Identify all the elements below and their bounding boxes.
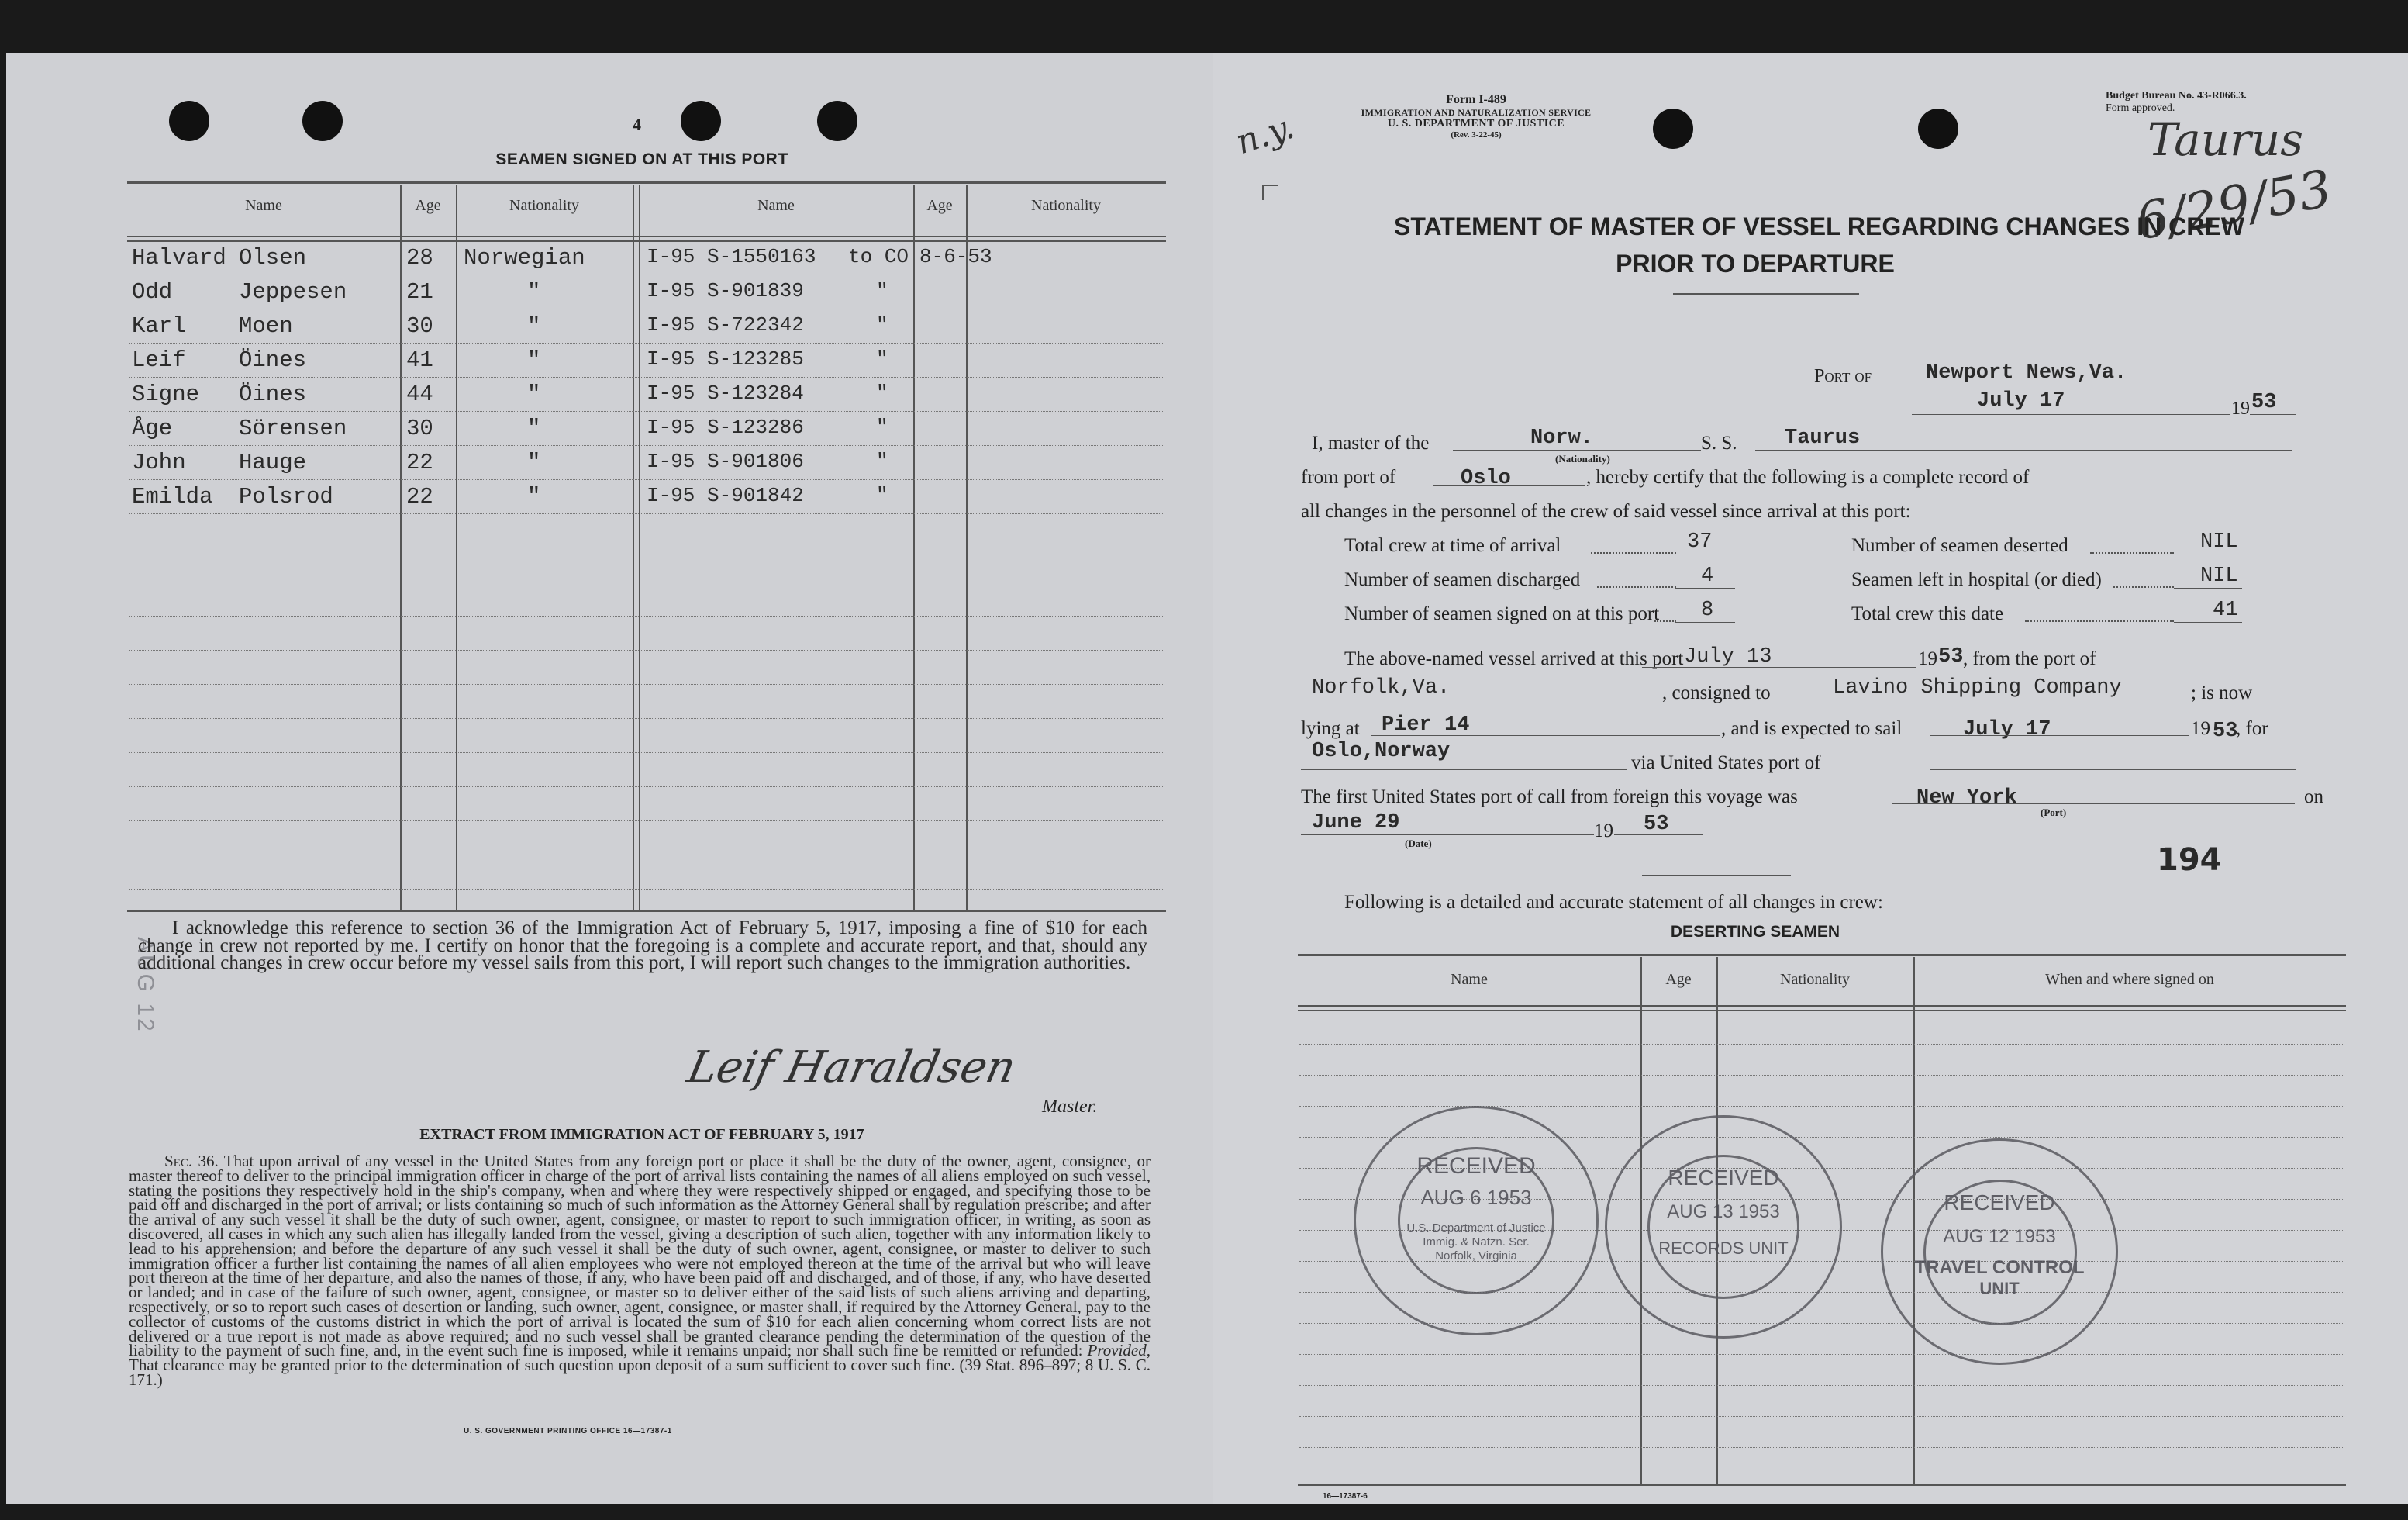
row-rule <box>129 513 1164 514</box>
row-rule <box>1299 1354 2344 1355</box>
seaman-document: I-95 S-901806 <box>647 450 804 473</box>
total-arrival-label: Total crew at time of arrival <box>1344 535 1561 556</box>
call-year: 53 <box>1644 813 1669 836</box>
deserting-header-rule <box>1298 1010 2346 1011</box>
deserting-title: DESERTING SEAMEN <box>1670 923 1840 941</box>
signed-on-line <box>1675 622 1735 623</box>
extract-title: EXTRACT FROM IMMIGRATION ACT OF FEBRUARY 5, 1917 <box>419 1126 864 1143</box>
row-rule <box>129 718 1164 719</box>
stamp-received-text: RECEIVED <box>1944 1190 2055 1214</box>
from-port-line <box>1433 485 1585 486</box>
is-now-label: ; is now <box>2191 682 2253 703</box>
first-call-line <box>1892 803 2295 804</box>
form-revision: (Rev. 3-22-45) <box>1451 130 1502 140</box>
seaman-document: I-95 S-1550163 <box>647 245 816 268</box>
row-rule <box>129 752 1164 753</box>
printer-line: U. S. GOVERNMENT PRINTING OFFICE 16—17387-1 <box>464 1427 672 1435</box>
col-header-name-2: Name <box>757 197 795 214</box>
row-rule <box>1299 1416 2344 1417</box>
deserting-bottom-rule <box>1298 1484 2346 1486</box>
seaman-last-name: Olsen <box>239 245 307 271</box>
certify-text: , hereby certify that the following is a complete record of <box>1586 467 2030 488</box>
column-divider <box>966 185 968 912</box>
leader-dots <box>1591 552 1676 554</box>
first-call-label: The first United States port of call from foreign this voyage was <box>1301 786 1798 807</box>
stamp-received-text: RECEIVED <box>1416 1153 1536 1179</box>
col-header-age: Age <box>415 197 441 214</box>
call-date-line <box>1301 834 1594 835</box>
ss-label: S. S. <box>1701 433 1737 454</box>
acknowledgment-body: I acknowledge this reference to section 36 of the Immigration Act of February 5, 1917, imposing a fine of $10 for each change in crew not reported by me. I certify on honor that the foregoing is a complete and accurate report, and that, should any additional changes in crew occur before my vessel sails from this port, I will report such changes to the immigration authorities. <box>138 917 1147 973</box>
seaman-age: 22 <box>406 450 433 475</box>
vessel-name: Taurus <box>1785 427 1861 450</box>
seaman-last-name: Öines <box>239 382 307 407</box>
call-year-line <box>1614 834 1703 835</box>
agency-line-1: IMMIGRATION AND NATURALIZATION SERVICE <box>1361 107 1592 118</box>
report-date: July 17 <box>1977 389 2065 413</box>
seaman-nationality: " <box>527 450 541 475</box>
row-rule <box>129 377 1164 378</box>
seaman-document: I-95 S-722342 <box>647 313 804 337</box>
handwritten-date: 6/29/53 <box>2131 158 2337 252</box>
deserted-label: Number of seamen deserted <box>1851 535 2068 556</box>
extract-body: That upon arrival of any vessel in the United States from any foreign port or place it shall be the duty of the owner, agent, consignee, or master thereof to deliver to the principal immigration officer in charge of the port of arrival lists containing the names of all aliens employed on such vessel, stating the positions they respectively hold in the ship's company, when and where they were respectively shipped or engaged, and specifying those to be paid off and discharged in the port of arrival; or lists containing so much of such information as the Attorney General shall by regulation prescribe; and after the arrival of any such vessel it shall be the duty of such owner, agent, consignee, or master to report to such immigration officer, in writing, as soon as discovered, all cases in which any such alien has illegally landed from the vessel, giving a description of such alien, together with any information likely to lead to his apprehension; and before the departure of any such vessel it shall be the duty of such owner, agent, consignee, or master to deliver to such immigration officer a further list containing the names of all alien employees who were not employed thereon at the time of the arrival but who will leave port thereon at the time of her departure, and also the names of those, if any, who have been paid off and discharged, and of those, if any, who have deserted or landed; and in case of the failure of such owner, agent, consignee, or master so to deliver either of the said lists of such aliens arriving and departing, respectively, or so to report such cases of desertion or landing, such owner, agent, consignee, or master shall, if required by the Attorney General, pay to the collector of customs of the customs district in which the port of arrival is located the sum of $10 for each alien concerning whom correct lists are not delivered or a true report is not made as above required; and no such vessel shall be granted clearance pending the determination of the question of the liability to the payment of such fine, and, in the event such fine is imposed, while it remains unpaid; nor shall such fine be remitted or refunded: <box>129 1152 1151 1360</box>
col-header-name: Name <box>245 197 282 214</box>
col-header-nationality-2: Nationality <box>1031 197 1101 214</box>
punch-hole <box>1653 109 1693 149</box>
stamp-received-text: RECEIVED <box>1668 1166 1779 1190</box>
seaman-document: I-95 S-901842 <box>647 484 804 507</box>
seaman-ditto: " <box>876 347 888 371</box>
seaman-document: I-95 S-123286 <box>647 416 804 439</box>
form-number: Form I-489 <box>1446 93 1506 106</box>
seaman-first-name: Odd <box>132 279 173 305</box>
table-top-rule <box>127 181 1166 184</box>
row-rule <box>129 616 1164 617</box>
leader-dots <box>2025 620 2174 622</box>
column-divider <box>633 185 634 912</box>
master-label: Master. <box>1042 1097 1098 1117</box>
seaman-last-name: Sörensen <box>239 416 347 441</box>
sail-line <box>1930 735 2189 736</box>
from-port-value: Oslo <box>1461 467 1511 490</box>
row-rule <box>129 650 1164 651</box>
deserting-col-name: Name <box>1451 971 1488 988</box>
column-divider <box>913 185 915 912</box>
seaman-first-name: John <box>132 450 186 475</box>
row-rule <box>129 889 1164 890</box>
right-page <box>1213 53 2408 1504</box>
seaman-last-name: Öines <box>239 347 307 373</box>
master-of-label: I, master of the <box>1312 433 1430 454</box>
seaman-age: 22 <box>406 484 433 510</box>
seaman-age: 30 <box>406 313 433 339</box>
seaman-document: I-95 S-123285 <box>647 347 804 371</box>
port-of-value: Newport News,Va. <box>1926 361 2127 385</box>
seaman-ditto: " <box>876 313 888 337</box>
agency-line-2: U. S. DEPARTMENT OF JUSTICE <box>1387 118 1565 130</box>
hospital-label: Seamen left in hospital (or died) <box>1851 569 2102 590</box>
seaman-nationality: " <box>527 382 541 407</box>
deserting-col-nationality: Nationality <box>1780 971 1850 988</box>
sail-value: July 17 <box>1963 718 2051 741</box>
section-title: SEAMEN SIGNED ON AT THIS PORT <box>495 150 788 168</box>
seaman-age: 41 <box>406 347 433 373</box>
column-divider <box>456 185 457 912</box>
form-approved: Form approved. <box>2106 102 2175 114</box>
row-rule <box>129 445 1164 446</box>
seaman-ditto: " <box>876 416 888 439</box>
total-arrival-value: 37 <box>1687 530 1713 554</box>
changes-text: all changes in the personnel of the crew of said vessel since arrival at this port: <box>1301 501 1911 522</box>
call-date-value: June 29 <box>1312 811 1400 834</box>
stamp-line: RECORDS UNIT <box>1658 1238 1789 1258</box>
stamp-line: Norfolk, Virginia <box>1435 1249 1517 1263</box>
punch-hole <box>817 101 857 141</box>
row-rule <box>129 786 1164 787</box>
leader-dots <box>1597 586 1676 588</box>
total-date-value: 41 <box>2213 599 2238 622</box>
seaman-first-name: Signe <box>132 382 200 407</box>
discharged-label: Number of seamen discharged <box>1344 569 1581 590</box>
separator <box>1642 875 1791 876</box>
arrived-year: 53 <box>1938 645 1964 668</box>
port-of-label: Port of <box>1814 366 1872 386</box>
faint-side-stamp: AUG 12 <box>133 937 158 1034</box>
extract-provided: Provided, <box>1087 1341 1151 1360</box>
corner-mark <box>1262 185 1278 200</box>
on-label: on <box>2304 786 2323 807</box>
deserting-col-age: Age <box>1665 971 1692 988</box>
seaman-ditto: " <box>876 279 888 302</box>
row-rule <box>129 820 1164 821</box>
signed-on-value: 8 <box>1701 599 1714 622</box>
total-date-label: Total crew this date <box>1851 603 2004 624</box>
seaman-nationality: " <box>527 279 541 305</box>
for-label: , for <box>2236 718 2268 739</box>
row-rule <box>129 479 1164 480</box>
table-bottom-rule <box>127 910 1166 912</box>
seaman-age: 28 <box>406 245 433 271</box>
left-page <box>6 53 1213 1504</box>
seaman-nationality: " <box>527 313 541 339</box>
seaman-first-name: Emilda <box>132 484 213 510</box>
total-date-line <box>2174 622 2242 623</box>
signed-on-label: Number of seamen signed on at this port <box>1344 603 1660 624</box>
arrived-line <box>1642 667 1916 668</box>
report-year: 53 <box>2251 391 2277 414</box>
col-header-age-2: Age <box>926 197 953 214</box>
seaman-last-name: Hauge <box>239 450 307 475</box>
seaman-nationality: " <box>527 484 541 510</box>
form-title-line-2: PRIOR TO DEPARTURE <box>1616 250 1895 278</box>
nationality-caption: (Nationality) <box>1555 453 1610 465</box>
vessel-nationality: Norw. <box>1530 427 1594 450</box>
report-date-line <box>1912 414 2230 415</box>
from-port-label: from port of <box>1301 467 1396 488</box>
seaman-first-name: Leif <box>132 347 186 373</box>
seaman-age: 30 <box>406 416 433 441</box>
seaman-nationality: " <box>527 416 541 441</box>
acknowledgment-text <box>138 917 1147 973</box>
seaman-last-name: Polsrod <box>239 484 333 510</box>
stamp-date: AUG 13 1953 <box>1667 1201 1780 1222</box>
row-rule <box>129 411 1164 412</box>
form-title-line-1: STATEMENT OF MASTER OF VESSEL REGARDING CHANGES IN CREW <box>1394 212 2244 240</box>
handwritten-ny: n.y. <box>1230 106 1299 163</box>
title-underline <box>1673 293 1859 295</box>
deserted-value: NIL <box>2200 530 2238 554</box>
row-rule <box>1299 1447 2344 1448</box>
seaman-nationality: Norwegian <box>464 245 585 271</box>
table-header-rule <box>127 236 1166 237</box>
handwritten-vessel-name: Taurus <box>2148 113 2303 166</box>
received-stamp-norfolk <box>1354 1106 1599 1335</box>
received-stamp-records <box>1605 1115 1842 1339</box>
arrived-year-prefix: 19 <box>1918 648 1937 669</box>
sail-year-prefix: 19 <box>2191 718 2210 739</box>
seaman-ditto: " <box>876 450 888 473</box>
seaman-ditto: " <box>876 382 888 405</box>
destination-value: Oslo,Norway <box>1312 740 1451 763</box>
seaman-age: 44 <box>406 382 433 407</box>
date-caption: (Date) <box>1405 838 1432 849</box>
first-call-value: New York <box>1916 786 2017 810</box>
seaman-ditto: to CO <box>848 245 909 268</box>
seaman-first-name: Halvard <box>132 245 226 271</box>
seaman-last-name: Moen <box>239 313 293 339</box>
sail-year: 53 <box>2213 720 2238 743</box>
seaman-age: 21 <box>406 279 433 305</box>
row-rule <box>129 684 1164 685</box>
report-year-line <box>2250 414 2296 415</box>
deserting-top-rule <box>1298 954 2346 956</box>
from-the-port-label: , from the port of <box>1963 648 2096 669</box>
stamp-date: AUG 6 1953 <box>1420 1186 1532 1209</box>
row-rule <box>1299 1044 2344 1045</box>
lying-at-value: Pier 14 <box>1382 713 1470 737</box>
via-line <box>1930 769 2296 770</box>
stamp-line: UNIT <box>1979 1279 2020 1298</box>
destination-line <box>1301 769 1627 770</box>
hospital-value: NIL <box>2200 565 2238 588</box>
row-rule <box>1299 1385 2344 1386</box>
deserting-col-signed-on: When and where signed on <box>2045 971 2214 988</box>
master-signature: Leif Haraldsen <box>683 1042 1020 1093</box>
stamp-line: Immig. & Natzn. Ser. <box>1423 1235 1530 1249</box>
table-header-rule <box>127 240 1166 242</box>
extract-tail: That clearance may be granted prior to the determination of such question upon deposit of a sum sufficient to cover such fine. (39 Stat. 896–897; 8 U. S. C. 171.) <box>129 1356 1151 1389</box>
budget-bureau-number: Budget Bureau No. 43-R066.3. <box>2106 90 2247 102</box>
seaman-first-name: Åge <box>132 416 173 441</box>
punch-hole <box>681 101 721 141</box>
seaman-document: I-95 S-901839 <box>647 279 804 302</box>
row-rule <box>129 343 1164 344</box>
column-divider <box>400 185 402 912</box>
lying-at-line <box>1371 735 1720 736</box>
seaman-document: I-95 S-123284 <box>647 382 804 405</box>
row-rule <box>1299 1075 2344 1076</box>
via-label: via United States port of <box>1631 752 1821 773</box>
punch-hole <box>169 101 209 141</box>
report-year-prefix: 19 <box>2231 399 2250 419</box>
seaman-date: 8-6-53 <box>919 245 992 268</box>
stamp-line: U.S. Department of Justice <box>1406 1221 1546 1235</box>
seaman-nationality: " <box>527 347 541 373</box>
leader-dots <box>2090 552 2174 554</box>
seaman-first-name: Karl <box>132 313 186 339</box>
port-caption: (Port) <box>2041 807 2067 818</box>
leader-dots <box>2113 586 2174 588</box>
page-number: 4 <box>633 115 641 134</box>
footer-code: 16—17387-6 <box>1323 1492 1368 1501</box>
discharged-value: 4 <box>1701 565 1714 588</box>
column-divider <box>639 185 640 912</box>
discharged-line <box>1675 588 1735 589</box>
extract-text <box>129 1154 1151 1387</box>
stamp-line: TRAVEL CONTROL <box>1914 1257 2085 1278</box>
consigned-label: , consigned to <box>1662 682 1771 703</box>
stamp-date: AUG 12 1953 <box>1943 1226 2056 1247</box>
seaman-ditto: " <box>876 484 888 507</box>
arrived-value: July 13 <box>1684 645 1772 668</box>
arrived-from-value: Norfolk,Va. <box>1312 676 1451 700</box>
stamp-number: 194 <box>2157 842 2222 878</box>
following-text: Following is a detailed and accurate statement of all changes in crew: <box>1344 892 1883 913</box>
hospital-line <box>2174 588 2242 589</box>
received-stamp-travel-control <box>1881 1138 2118 1365</box>
extract-section-lead: Sec. 36. <box>164 1152 219 1170</box>
punch-hole <box>1918 109 1958 149</box>
call-year-prefix: 19 <box>1594 820 1613 841</box>
punch-hole <box>302 101 343 141</box>
vessel-name-line <box>1755 450 2292 451</box>
seaman-last-name: Jeppesen <box>239 279 347 305</box>
expected-label: , and is expected to sail <box>1721 718 1903 739</box>
vessel-nationality-line <box>1453 450 1701 451</box>
deserting-header-rule <box>1298 1005 2346 1007</box>
leader-dots <box>1654 620 1676 622</box>
consignee-value: Lavino Shipping Company <box>1833 676 2122 700</box>
lying-at-label: lying at <box>1301 718 1360 739</box>
col-header-nationality: Nationality <box>509 197 579 214</box>
arrived-label: The above-named vessel arrived at this port <box>1344 648 1684 669</box>
